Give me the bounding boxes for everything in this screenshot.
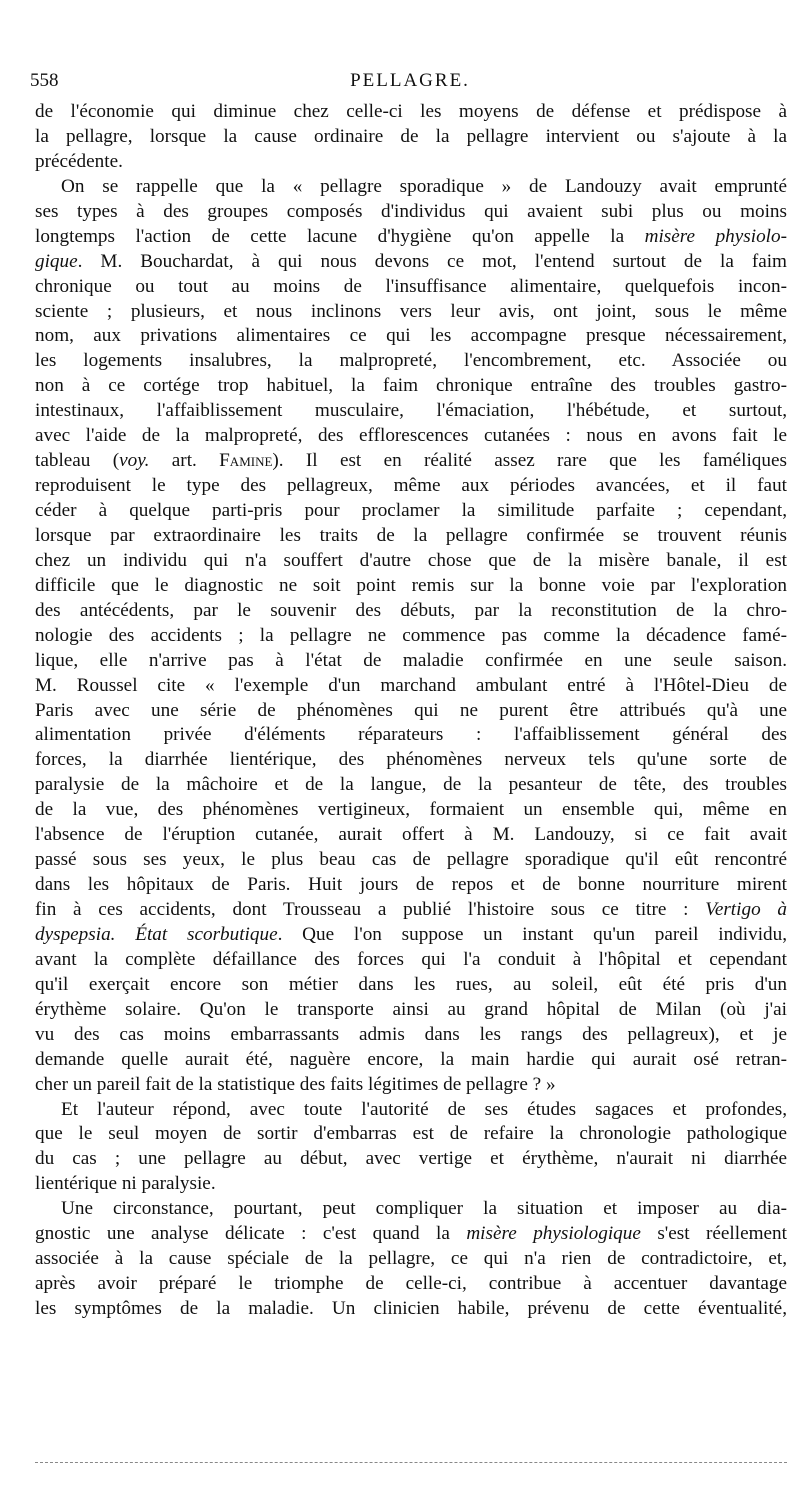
text-line: Et l'auteur répond, avec toute l'autorité de ses études sagaces et profondes,: [61, 1098, 787, 1120]
text-line: avant la complète défaillance des forces qui l'a conduit à l'hôpital et cependant: [35, 948, 787, 970]
text-line: nologie des accidents ; la pellagre ne commence pas comme la décadence famé-: [35, 624, 787, 646]
body-text: [35, 100, 787, 1322]
text-line: gique. M. Bouchardat, à qui nous devons ce mot, l'entend surtout de la faim: [35, 250, 787, 272]
text-line: reproduisent le type des pellagreux, même aux périodes avancées, et il faut: [35, 475, 787, 497]
text-line: du cas ; une pellagre au début, avec vertige et érythème, n'aurait ni diarrhée: [35, 1148, 787, 1170]
text-line: cher un pareil fait de la statistique des faits légitimes de pellagre ? »: [35, 1073, 556, 1095]
text-line: qu'il exerçait encore son métier dans les rues, au soleil, eût été pris d'un: [35, 973, 787, 995]
text-line: fin à ces accidents, dont Trousseau a publié l'histoire sous ce titre : Vertigo à: [35, 899, 787, 920]
text-line: non à ce cortége trop habituel, la faim chronique entraîne des troubles gastro-: [35, 375, 787, 397]
text-line: associée à la cause spéciale de la pellagre, ce qui n'a rien de contradictoire, et,: [35, 1248, 787, 1270]
page-header: [30, 70, 790, 96]
text-line: chronique ou tout au moins de l'insuffisance alimentaire, quelquefois incon-: [35, 275, 787, 297]
running-head: PELLAGRE.: [350, 70, 470, 91]
text-line: lientérique ni paralysie.: [35, 1173, 216, 1195]
text-line: précédente.: [35, 150, 123, 172]
text-line: l'absence de l'éruption cutanée, aurait offert à M. Landouzy, si ce fait avait: [35, 824, 787, 846]
text-line: ses types à des groupes composés d'individus qui avaient subi plus ou moins: [35, 200, 787, 222]
text-line: passé sous ses yeux, le plus beau cas de pellagre sporadique qu'il eût rencontré: [35, 849, 787, 871]
text-line: les logements insalubres, la malpropreté, l'encombrement, etc. Associée ou: [35, 350, 787, 372]
text-line: tableau (voy. art. Famine). Il est en réalité assez rare que les faméliques: [35, 450, 787, 472]
text-line: avec l'aide de la malpropreté, des efflorescences cutanées : nous en avons fait le: [35, 425, 787, 447]
text-line: chez un individu qui n'a souffert d'autre chose que de la misère banale, il est: [35, 549, 787, 571]
text-line: lorsque par extraordinaire les traits de la pellagre confirmée se trouvent réunis: [35, 524, 787, 546]
text-line: après avoir préparé le triomphe de celle-ci, contribue à accentuer davantage: [35, 1273, 787, 1295]
text-line: les symptômes de la maladie. Un clinicien habile, prévenu de cette éventualité,: [35, 1298, 787, 1319]
text-line: érythème solaire. Qu'on le transporte ainsi au grand hôpital de Milan (où j'ai: [35, 998, 787, 1020]
text-line: dans les hôpitaux de Paris. Huit jours de repos et de bonne nourriture mirent: [35, 874, 787, 896]
text-line: demande quelle aurait été, naguère encore, la main hardie qui aurait osé retran-: [35, 1048, 787, 1070]
text-line: sciente ; plusieurs, et nous inclinons vers leur avis, ont joint, sous le même: [35, 300, 787, 322]
text-line: forces, la diarrhée lientérique, des phénomènes nerveux tels qu'une sorte de: [35, 749, 787, 771]
page-number: 558: [30, 70, 59, 91]
text-line: de la vue, des phénomènes vertigineux, formaient un ensemble qui, même en: [35, 799, 787, 821]
bottom-rule: [35, 1462, 787, 1463]
text-line: On se rappelle que la « pellagre sporadique » de Landouzy avait emprunté: [61, 175, 787, 197]
text-line: Une circonstance, pourtant, peut compliquer la situation et imposer au dia-: [61, 1198, 787, 1220]
text-line: que le seul moyen de sortir d'embarras est de refaire la chronologie pathologique: [35, 1123, 787, 1145]
text-line: céder à quelque parti-pris pour proclamer la similitude parfaite ; cependant,: [35, 500, 787, 521]
text-line: des antécédents, par le souvenir des débuts, par la reconstitution de la chro-: [35, 599, 787, 621]
text-line: la pellagre, lorsque la cause ordinaire de la pellagre intervient ou s'ajoute à la: [35, 125, 787, 147]
text-line: paralysie de la mâchoire et de la langue, de la pesanteur de tête, des troubles: [35, 774, 787, 796]
text-line: lique, elle n'arrive pas à l'état de maladie confirmée en une seule saison.: [35, 649, 787, 671]
text-line: Paris avec une série de phénomènes qui ne purent être attribués qu'à une: [35, 699, 787, 721]
text-line: longtemps l'action de cette lacune d'hygiène qu'on appelle la misère physiolo-: [35, 225, 787, 247]
text-line: gnostic une analyse délicate : c'est quand la misère physiologique s'est réellement: [35, 1223, 787, 1245]
text-line: nom, aux privations alimentaires ce qui les accompagne presque nécessairement,: [35, 325, 787, 347]
text-line: vu des cas moins embarrassants admis dans les rangs des pellagreux), et je: [35, 1023, 787, 1045]
text-line: difficile que le diagnostic ne soit point remis sur la bonne voie par l'exploration: [35, 574, 787, 596]
text-line: M. Roussel cite « l'exemple d'un marchand ambulant entré à l'Hôtel-Dieu de: [35, 674, 787, 696]
text-line: intestinaux, l'affaiblissement musculaire, l'émaciation, l'hébétude, et surtout,: [35, 400, 787, 422]
text-line: dyspepsia. État scorbutique. Que l'on suppose un instant qu'un pareil individu,: [35, 923, 788, 945]
text-line: de l'économie qui diminue chez celle-ci les moyens de défense et prédispose à: [35, 101, 787, 122]
text-line: alimentation privée d'éléments réparateurs : l'affaiblissement général des: [35, 724, 787, 746]
